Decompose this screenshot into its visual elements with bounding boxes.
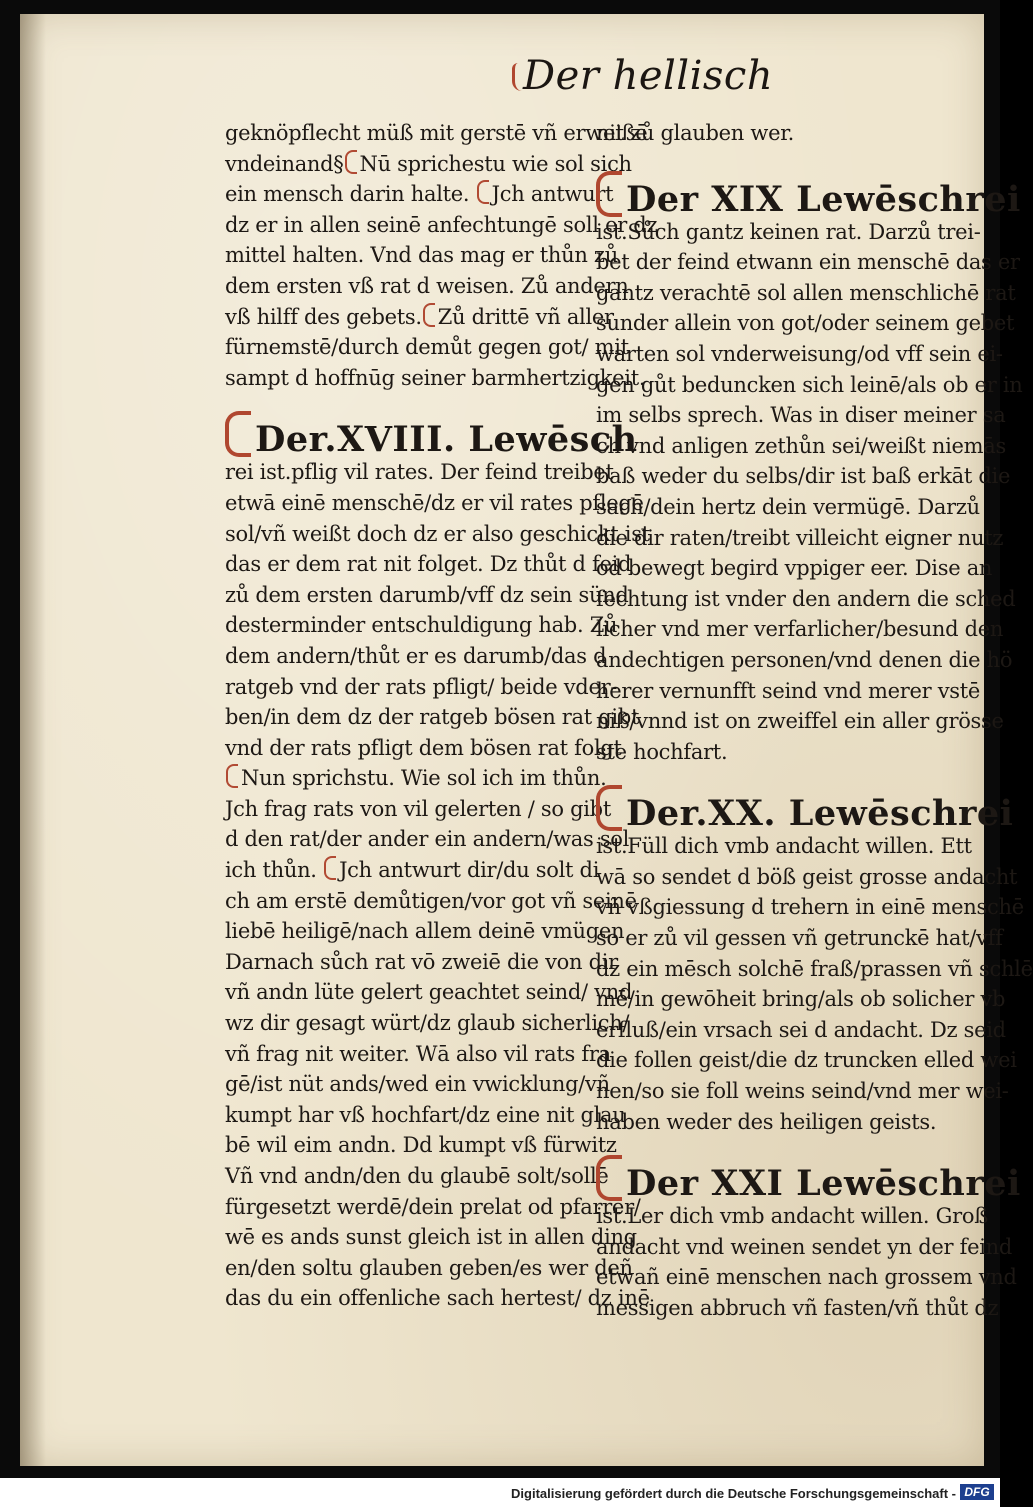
text-line: herer vernunfft seind vnd merer vstē <box>596 678 980 703</box>
text-line: ratgeb vnd der rats pfligt/ beide vder- <box>225 674 618 699</box>
text-line: das du ein offenliche sach hertest/ dz inē <box>225 1286 650 1311</box>
chapter-heading-xix: Der XIX Lewēschrei <box>596 171 968 217</box>
text-line: ist.Sůch gantz keinen rat. Darzů trei- <box>596 219 981 244</box>
text-line: nit zů glauben wer. <box>596 121 795 145</box>
chapter-heading-xviii: Der.XVIII. Lewēsch <box>225 411 587 457</box>
text-line: dz er in allen seinē anfechtungē soll er dz <box>225 212 658 237</box>
text-line: andacht vnd weinen sendet yn der feind <box>596 1234 1013 1259</box>
text-line: vñ andn lüte gelert geachtet seind/ vnd <box>225 980 633 1005</box>
text-line: bet der feind etwann ein menschē das er <box>596 250 1020 275</box>
text-line: so er zů vil gessen vñ getrunckē hat/vff <box>596 926 1003 951</box>
text-line: warten sol vnderweisung/od vff sein ei- <box>596 341 1003 366</box>
text-line: ein mensch darin halte. Jch antwurt <box>225 182 614 207</box>
rubric-initial <box>596 1155 622 1201</box>
text-line: ist.Ler dich vmb andacht willen. Groß <box>596 1204 988 1229</box>
text-line: ist.Füll dich vmb andacht willen. Ett <box>596 834 972 859</box>
text-line: en/den soltu glauben geben/es wer deñ <box>225 1255 633 1280</box>
paragraph-mark <box>324 856 336 880</box>
text-line: sampt d hoffnūg seiner barmhertzigkeit. <box>225 365 646 390</box>
chapter-heading-xxi: Der XXI Lewēschrei <box>596 1155 968 1201</box>
text-line: fürnemstē/durch demůt gegen got/ mit <box>225 335 629 360</box>
text-line: baß weder du selbs/dir ist baß erkāt die <box>596 464 1011 489</box>
text-line: dz ein mēsch solchē fraß/prassen vñ schlē <box>596 956 1033 981</box>
text-line: im selbs sprech. Was in diser meiner sa <box>596 403 1006 428</box>
paragraph-mark <box>477 180 489 204</box>
left-column <box>225 118 658 1314</box>
gutter-shadow <box>20 14 46 1466</box>
text-line: Nun sprichstu. Wie sol ich im thůn. <box>225 763 587 794</box>
text-line: liebē heiligē/nach allem deinē vmügen <box>225 919 625 944</box>
rubric-initial <box>596 785 622 831</box>
text-line: zů dem ersten darumb/vff dz sein sünd <box>225 582 629 607</box>
text-line: nen/so sie foll weins seind/vnd mer wei- <box>596 1079 1009 1104</box>
text-line: messigen abbruch vñ fasten/vñ thůt dz <box>596 1296 999 1320</box>
text-line: ch am erstē demůtigen/vor got vñ seinē <box>225 888 637 913</box>
text-line: vß hilff des gebets. Zů drittē vñ aller <box>225 304 614 329</box>
text-line: Jch frag rats von vil gelerten / so gibt <box>225 796 611 821</box>
text-line: bē wil eim andn. Dd kumpt vß fürwitz <box>225 1133 617 1158</box>
text-line: vñ vßgiessung d trehern in einē menschē <box>596 895 1024 920</box>
text-line: das er dem rat nit folget. Dz thůt d feid <box>225 552 632 577</box>
chapter-heading-xx: Der.XX. Lewēschrei <box>596 785 968 831</box>
text-line: wā so sendet d böß geist grosse andacht <box>596 864 1018 889</box>
rubric-initial <box>596 171 622 217</box>
text-line: desterminder entschuldigung hab. Zů <box>225 613 618 638</box>
running-head <box>512 52 773 100</box>
text-line: geknöpflecht müß mit gerstē vñ erweißē <box>225 121 648 145</box>
text-line: die follen geist/die dz truncken elled wei <box>596 1048 1017 1073</box>
text-line: vndeinand§ Nū sprichestu wie sol sich <box>225 151 632 176</box>
text-line: sol/vñ weißt doch dz er also geschickt ist <box>225 521 650 546</box>
text-line: mittel halten. Vnd das mag er thůn zů <box>225 243 618 268</box>
paragraph-mark <box>226 764 238 788</box>
text-line: die dir raten/treibt villeicht eigner nutz <box>596 525 1004 550</box>
text-line: mē/in gewōheit bring/als ob solicher vb <box>596 987 1006 1012</box>
text-line: ben/in dem dz der ratgeb bösen rat gibt <box>225 705 640 730</box>
text-line: etwañ einē menschen nach grossem vnd <box>596 1265 1017 1290</box>
text-line: andechtigen personen/vnd denen die hö <box>596 647 1013 672</box>
text-line: erfluß/ein vrsach sei d andacht. Dz seid <box>596 1017 1006 1042</box>
text-line: ch vnd anligen zethůn sei/weißt niemās <box>596 433 1006 458</box>
text-line: niß/vnnd ist on zweiffel ein aller grösse <box>596 709 1004 734</box>
dfg-logo: DFG <box>960 1484 994 1500</box>
text-line: haben weder des heiligen geists. <box>596 1109 937 1134</box>
text-line: vñ frag nit weiter. Wā also vil rats fra <box>225 1041 611 1066</box>
text-line: sunder allein von got/oder seinem gebet <box>596 311 1015 336</box>
text-line: gantz verachtē sol allen menschlichē rat <box>596 280 1016 305</box>
text-line: Vñ vnd andn/den du glaubē solt/sollē <box>225 1164 609 1188</box>
text-line: wz dir gesagt würt/dz glaub sicherlich/ <box>225 1011 630 1036</box>
text-line: gē/ist nüt ands/wed ein vwicklung/vñ <box>225 1072 610 1097</box>
text-line: ich thůn. Jch antwurt dir/du solt di <box>225 858 600 883</box>
text-line: sach/dein hertz dein vermügē. Darzů <box>596 494 980 519</box>
paragraph-mark <box>345 150 357 174</box>
text-line: vnd der rats pfligt dem bösen rat folgt <box>225 735 622 760</box>
right-column <box>596 118 1033 1324</box>
text-line: fürgesetzt werdē/dein prelat od pfarrer/ <box>225 1194 641 1219</box>
paragraph-mark <box>423 303 435 327</box>
text-line: fechtung ist vnder den andern die sched <box>596 586 1016 611</box>
funding-credit: Digitalisierung gefördert durch die Deutsche Forschungsgemeinschaft - <box>511 1486 956 1501</box>
text-line: etwā einē menschē/dz er vil rates pflegē <box>225 490 644 515</box>
text-line: rei ist.pflig vil rates. Der feind treibet <box>225 460 614 485</box>
text-line: kumpt har vß hochfart/dz eine nit glau <box>225 1102 626 1127</box>
text-line: Darnach sůch rat vō zweiē die von dir <box>225 949 618 974</box>
text-line: wē es ands sunst gleich ist in allen ding <box>225 1225 637 1250</box>
text-line: dem ersten vß rat d weisen. Zů andern <box>225 273 629 298</box>
text-line: gen gůt beduncken sich leinē/als ob er in <box>596 372 1023 397</box>
text-line: licher vnd mer verfarlicher/besund den <box>596 617 1004 642</box>
running-head-text: Der hellisch <box>523 53 774 99</box>
text-line: od bewegt begird vppiger eer. Dise an <box>596 556 993 581</box>
rubric-initial <box>225 411 251 457</box>
text-line: dem andern/thůt er es darumb/das d <box>225 643 607 668</box>
text-line: ste hochfart. <box>596 739 728 764</box>
text-line: d den rat/der ander ein andern/was sol <box>225 827 630 852</box>
